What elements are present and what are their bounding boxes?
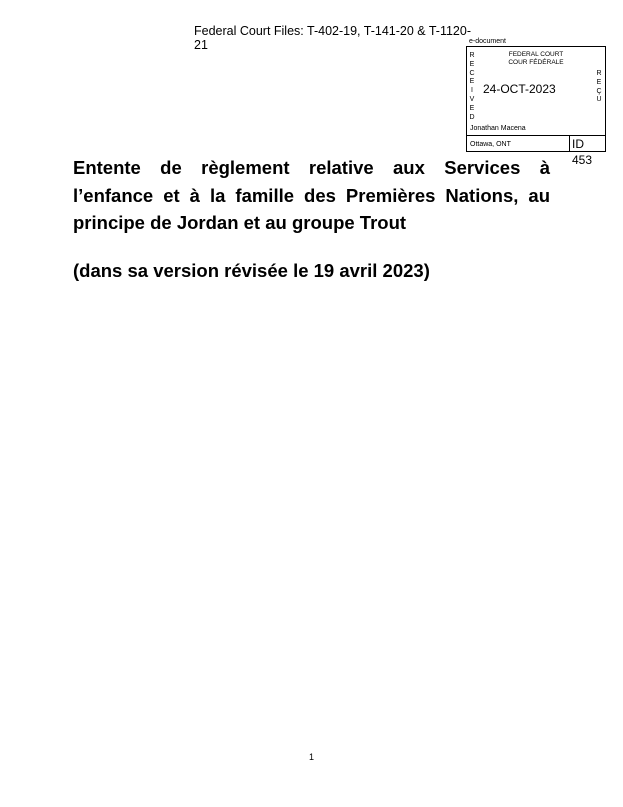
stamp-court-name [467, 51, 605, 67]
page-number: 1 [308, 752, 314, 762]
stamp-court-name-en: FEDERAL COURT [508, 51, 564, 58]
court-filing-stamp [466, 46, 606, 167]
stamp-received-letter: E [469, 78, 475, 86]
stamp-received-letter: I [471, 87, 473, 95]
court-files-header: Federal Court Files: T-402-19, T-141-20 & T-1120-21 [194, 24, 471, 52]
stamp-received-letter: R [469, 52, 475, 59]
stamp-date: 24-OCT-2023 [483, 82, 556, 96]
stamp-recu-letter: R [596, 70, 602, 77]
stamp-court-name-fr: COUR FÉDÉRALE [508, 59, 564, 66]
stamp-place: Ottawa, ONT [470, 141, 511, 148]
stamp-recu-vertical [596, 70, 602, 105]
stamp-received-letter: E [469, 60, 475, 68]
stamp-received-letter: C [469, 69, 475, 77]
stamp-received-vertical [469, 52, 475, 122]
stamp-officer: Jonathan Macena [470, 125, 526, 132]
stamp-received-letter: D [469, 113, 475, 121]
stamp-received-letter: V [469, 95, 475, 103]
stamp-caption: e-document [469, 38, 506, 45]
stamp-recu-letter: E [596, 78, 602, 86]
stamp-recu-letter: Ç [596, 87, 602, 95]
document-title: Entente de règlement relative aux Services à l’enfance et à la famille des Premières Nations, au principe de Jordan et au groupe Trout [73, 157, 550, 233]
document-subtitle: (dans sa version révisée le 19 avril 2023) [73, 260, 430, 281]
stamp-document-id: ID 453 [569, 136, 606, 152]
stamp-recu-letter: U [596, 96, 602, 104]
stamp-received-letter: E [469, 104, 475, 112]
